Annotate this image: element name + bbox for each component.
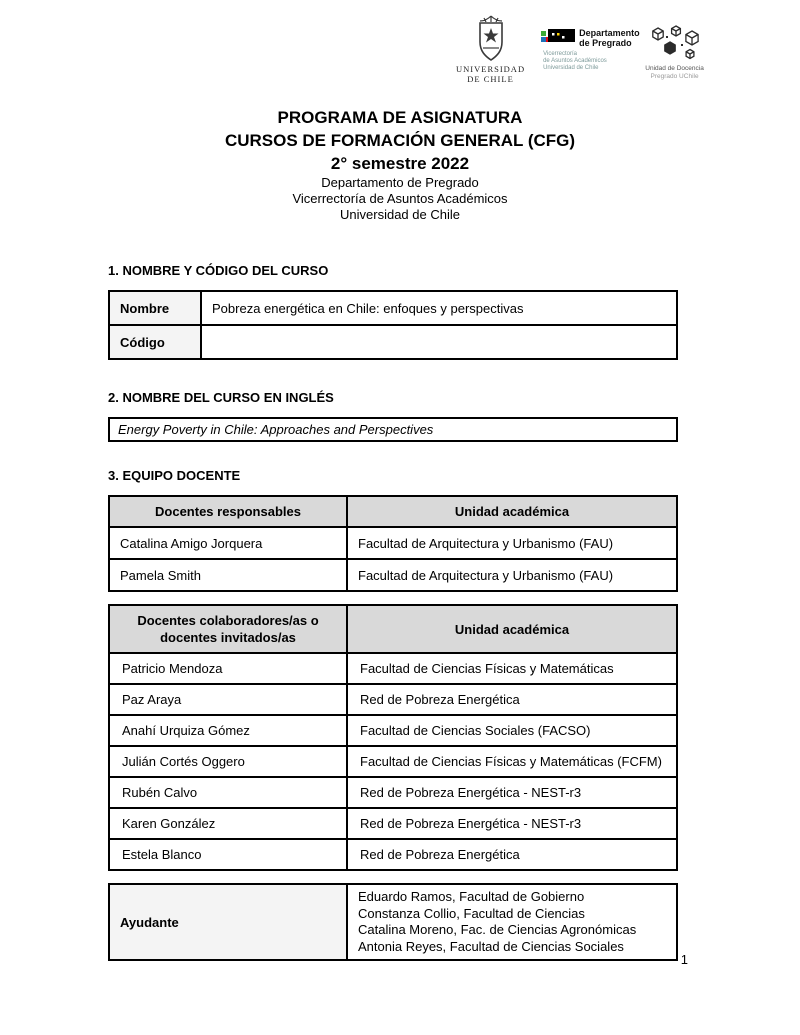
docente-name-cell: Catalina Amigo Jorquera bbox=[109, 527, 347, 559]
ayudante-table bbox=[108, 883, 678, 961]
docentes-colaboradores-table bbox=[108, 604, 678, 871]
table-row bbox=[109, 715, 677, 746]
docente-unit-cell: Facultad de Arquitectura y Urbanismo (FAU) bbox=[347, 559, 677, 591]
docente-name-cell: Paz Araya bbox=[109, 684, 347, 715]
docente-unit-cell: Facultad de Ciencias Sociales (FACSO) bbox=[347, 715, 677, 746]
pregrado-logo bbox=[541, 28, 640, 72]
docente-unit-cell: Red de Pobreza Energética - NEST-r3 bbox=[347, 777, 677, 808]
docente-name-cell: Rubén Calvo bbox=[109, 777, 347, 808]
pregrado-sub-line-2: de Asuntos Académicos bbox=[543, 58, 607, 64]
table-row bbox=[109, 653, 677, 684]
doc-title-line-3: 2° semestre 2022 bbox=[330, 154, 470, 173]
ayudante-line: Catalina Moreno, Fac. de Ciencias Agronómicas bbox=[358, 922, 637, 937]
docentes-responsables-table bbox=[108, 495, 678, 592]
codigo-label-cell: Código bbox=[109, 325, 201, 359]
section-1-heading: 1. NOMBRE Y CÓDIGO DEL CURSO bbox=[108, 263, 329, 278]
table-row bbox=[109, 527, 677, 559]
docente-name-cell: Anahí Urquiza Gómez bbox=[109, 715, 347, 746]
document-content bbox=[108, 263, 678, 961]
pregrado-logo-subtext bbox=[541, 51, 607, 72]
doc-subtitle-dept: Departamento de Pregrado bbox=[321, 175, 479, 190]
page-number: 1 bbox=[680, 952, 688, 967]
pregrado-pixel-icon bbox=[541, 28, 575, 48]
pregrado-logo-title bbox=[579, 28, 640, 48]
pregrado-sub-line-1: Vicerrectoría bbox=[543, 51, 577, 57]
ayudante-label-cell: Ayudante bbox=[109, 884, 347, 960]
docente-name-cell: Julián Cortés Oggero bbox=[109, 746, 347, 777]
docente-name-cell: Estela Blanco bbox=[109, 839, 347, 870]
nombre-value-cell: Pobreza energética en Chile: enfoques y perspectivas bbox=[201, 291, 677, 325]
table-header-row bbox=[109, 496, 677, 527]
doc-subtitle-vice: Vicerrectoría de Asuntos Académicos bbox=[292, 191, 508, 206]
docente-unit-cell: Facultad de Ciencias Físicas y Matemáticas (FCFM) bbox=[347, 746, 677, 777]
uchile-logo-line-1: UNIVERSIDAD bbox=[456, 64, 526, 74]
ayudante-line: Eduardo Ramos, Facultad de Gobierno bbox=[358, 889, 585, 904]
doc-title-line-2: CURSOS DE FORMACIÓN GENERAL (CFG) bbox=[224, 131, 576, 150]
docencia-cubes-icon bbox=[646, 24, 704, 62]
docente-name-cell: Pamela Smith bbox=[109, 559, 347, 591]
docente-name-cell: Patricio Mendoza bbox=[109, 653, 347, 684]
nombre-label-cell: Nombre bbox=[109, 291, 201, 325]
responsables-header-cell: Docentes responsables bbox=[109, 496, 347, 527]
doc-title-line-1: PROGRAMA DE ASIGNATURA bbox=[277, 108, 523, 127]
ayudante-value-cell bbox=[347, 884, 677, 960]
section-2-heading: 2. NOMBRE DEL CURSO EN INGLÉS bbox=[108, 390, 334, 405]
table-row bbox=[109, 291, 677, 325]
pregrado-title-line-2: de Pregrado bbox=[579, 38, 632, 48]
english-name-cell: Energy Poverty in Chile: Approaches and Perspectives bbox=[109, 418, 677, 441]
docencia-text-line-2: Pregrado UChile bbox=[650, 73, 699, 80]
docente-unit-cell: Red de Pobreza Energética bbox=[347, 684, 677, 715]
logo-bar bbox=[456, 14, 706, 84]
codigo-value-cell bbox=[201, 325, 677, 359]
colaboradores-header-cell: Docentes colaboradores/as o docentes invitados/as bbox=[109, 605, 347, 653]
docencia-logo bbox=[643, 24, 706, 81]
table-row bbox=[109, 325, 677, 359]
docente-unit-cell: Red de Pobreza Energética bbox=[347, 839, 677, 870]
table-header-row bbox=[109, 605, 677, 653]
pregrado-sub-line-3: Universidad de Chile bbox=[543, 65, 599, 71]
unidad-header-cell: Unidad académica bbox=[347, 496, 677, 527]
docencia-text-line-1: Unidad de Docencia bbox=[645, 65, 704, 72]
table-row bbox=[109, 684, 677, 715]
uchile-crest-icon bbox=[473, 14, 509, 64]
table-row bbox=[109, 746, 677, 777]
docente-name-cell: Karen González bbox=[109, 808, 347, 839]
english-name-table bbox=[108, 417, 678, 442]
table-row bbox=[109, 418, 677, 441]
table-row bbox=[109, 559, 677, 591]
table-row bbox=[109, 839, 677, 870]
ayudante-line: Constanza Collio, Facultad de Ciencias bbox=[358, 905, 585, 921]
table-row bbox=[109, 777, 677, 808]
course-name-table bbox=[108, 290, 678, 360]
ayudante-line: Antonia Reyes, Facultad de Ciencias Sociales bbox=[358, 938, 624, 954]
doc-subtitle-univ: Universidad de Chile bbox=[340, 207, 460, 222]
uchile-logo bbox=[456, 14, 525, 84]
unidad-header-cell: Unidad académica bbox=[347, 605, 677, 653]
pregrado-logo-top bbox=[541, 28, 640, 48]
docente-unit-cell: Facultad de Arquitectura y Urbanismo (FAU) bbox=[347, 527, 677, 559]
table-row bbox=[109, 808, 677, 839]
pregrado-title-line-1: Departamento bbox=[579, 28, 640, 38]
table-row bbox=[109, 884, 677, 960]
docente-unit-cell: Facultad de Ciencias Físicas y Matemáticas bbox=[347, 653, 677, 684]
section-3-heading: 3. EQUIPO DOCENTE bbox=[108, 468, 241, 483]
docente-unit-cell: Red de Pobreza Energética - NEST-r3 bbox=[347, 808, 677, 839]
uchile-logo-line-2: DE CHILE bbox=[467, 74, 514, 84]
